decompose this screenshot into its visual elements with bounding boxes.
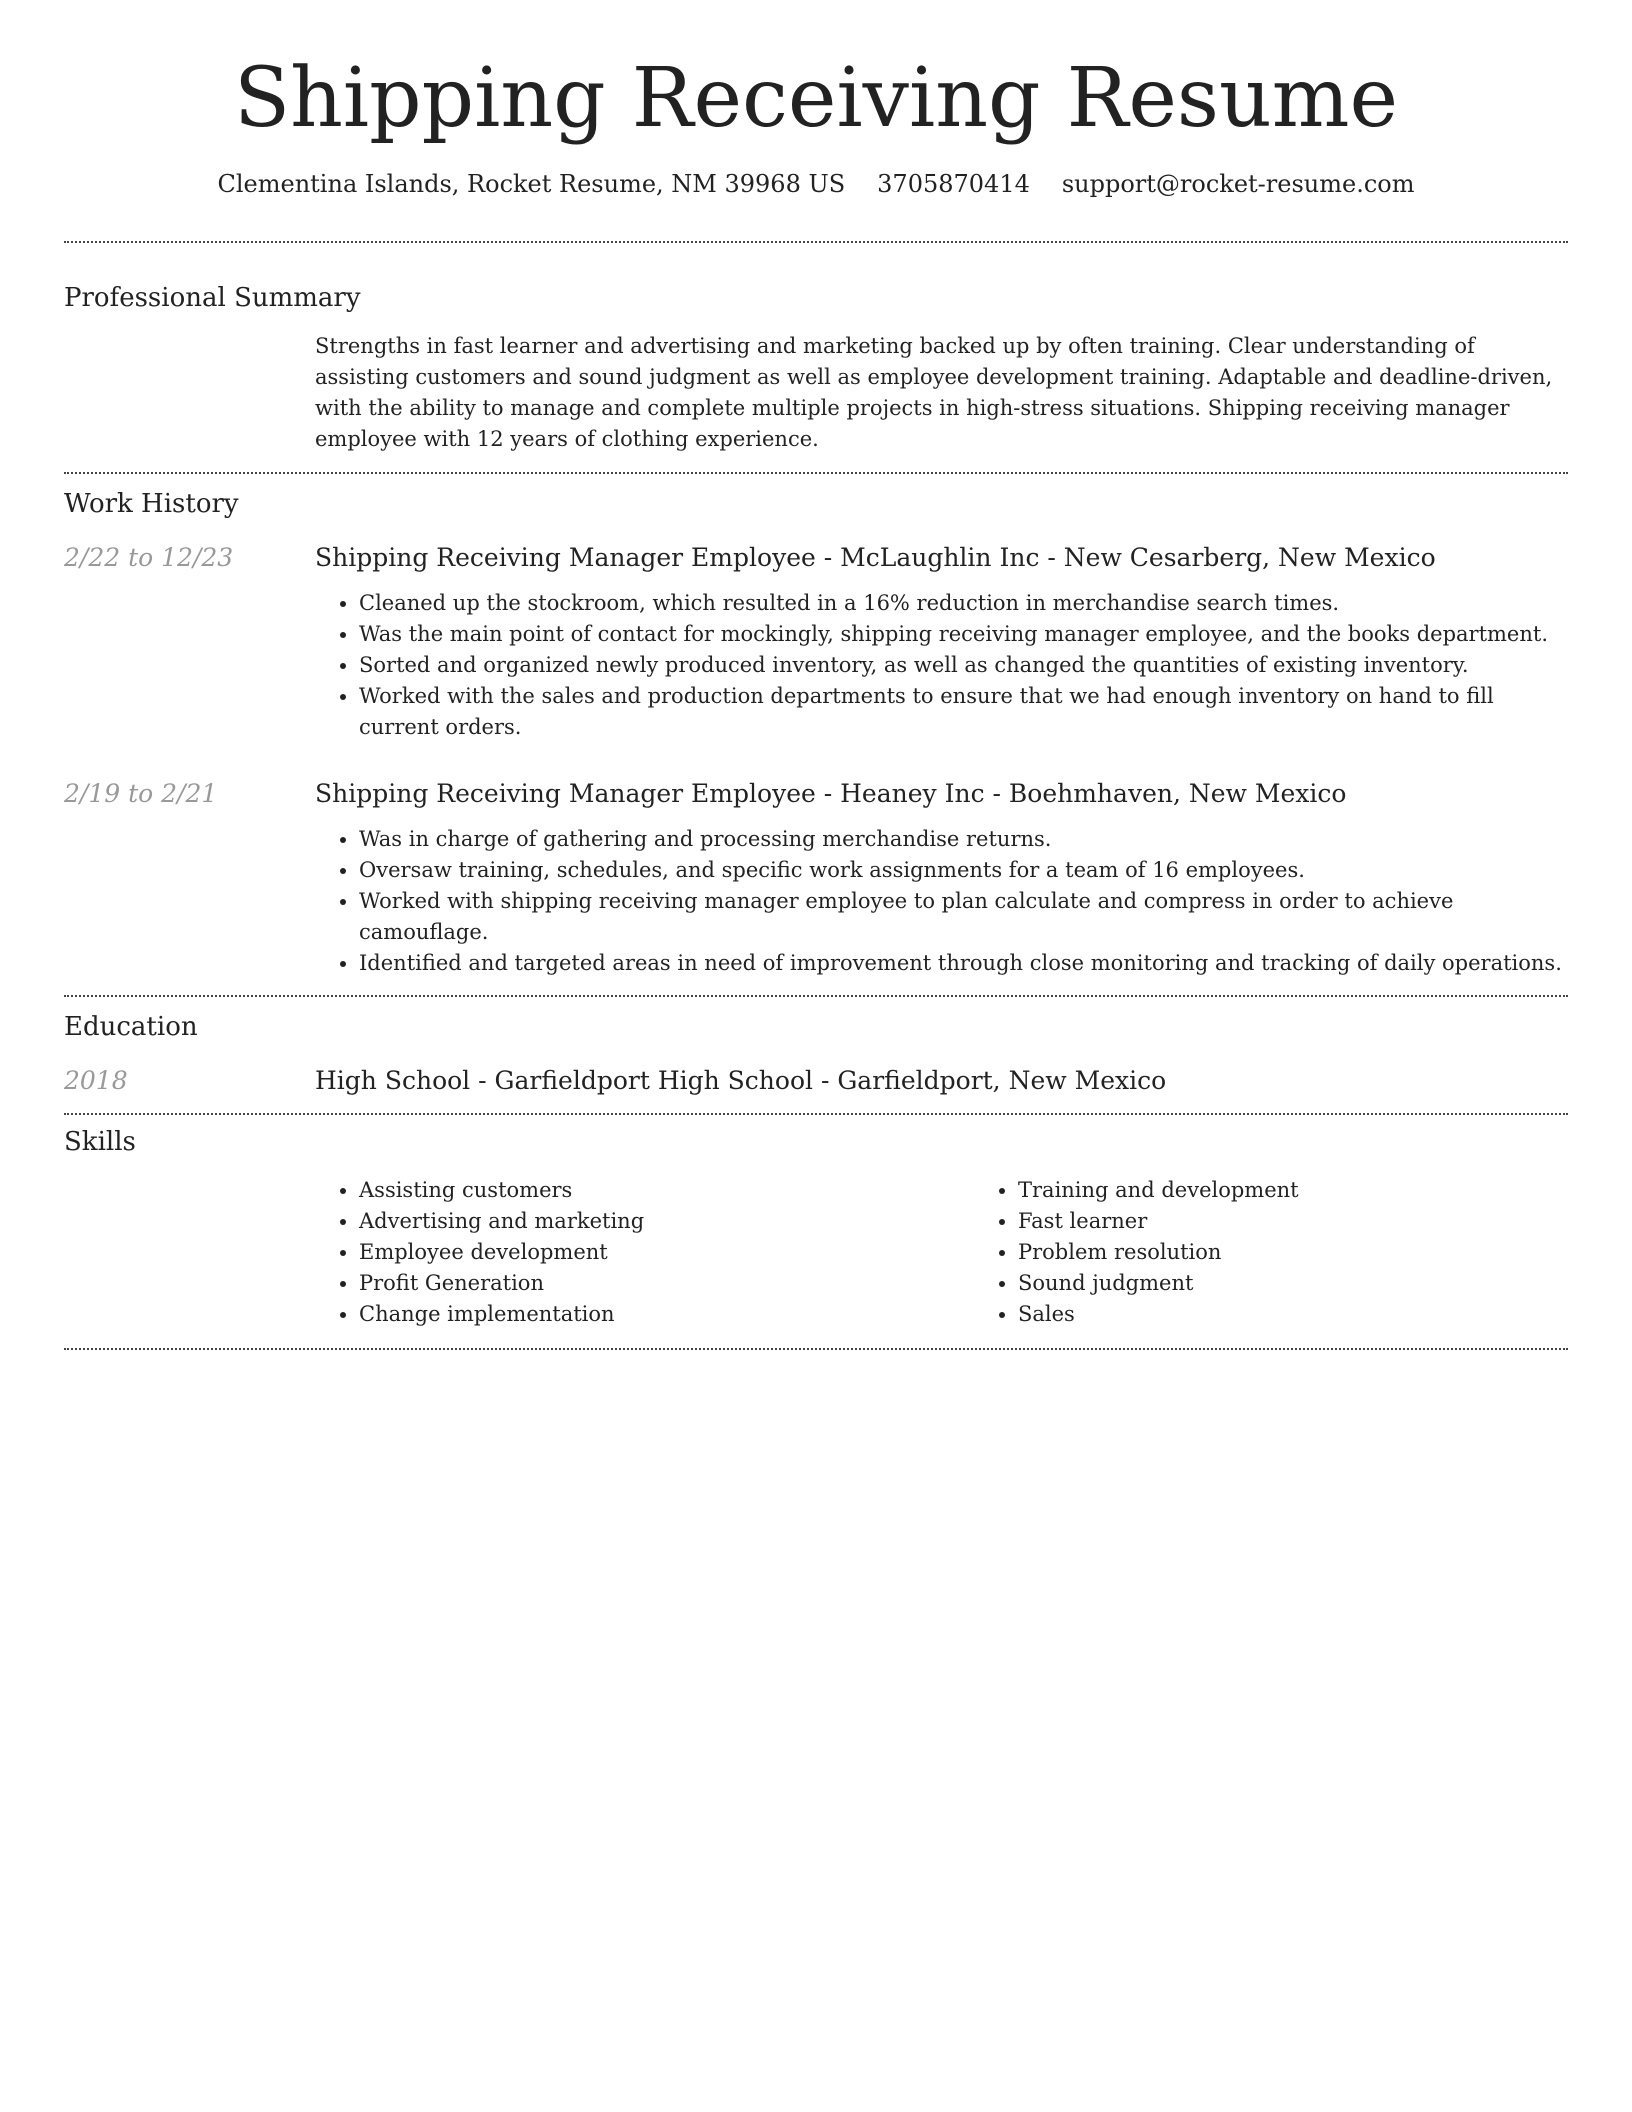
list-item: • Fast learner [1018, 1206, 1632, 1237]
job-bullets [315, 824, 1568, 979]
divider [64, 1113, 1568, 1115]
list-item: • Identified and targeted areas in need of improvement through close monitoring and tracking of daily operations. [359, 948, 1568, 979]
list-item: • Advertising and marketing [359, 1206, 974, 1237]
list-item: • Training and development [1018, 1175, 1632, 1206]
resume-title: Shipping Receiving Resume [233, 51, 1399, 146]
summary-row [64, 331, 1568, 455]
contact-phone: 3705870414 [877, 170, 1030, 198]
contact-email: support@rocket-resume.com [1061, 170, 1415, 198]
list-item: • Oversaw training, schedules, and specific work assignments for a team of 16 employees. [359, 855, 1568, 886]
job-heading [315, 543, 1568, 572]
list-item: • Worked with shipping receiving manager employee to plan calculate and compress in order to achieve camouflage. [359, 886, 1568, 948]
list-item: • Sorted and organized newly produced inventory, as well as changed the quantities of existing inventory. [359, 650, 1568, 681]
skills-grid [315, 1175, 1632, 1330]
divider [64, 995, 1568, 997]
section-title-work: Work History [64, 489, 239, 519]
divider [64, 472, 1568, 474]
list-item: • Change implementation [359, 1299, 974, 1330]
list-item: • Was the main point of contact for mockingly, shipping receiving manager employee, and the books department. [359, 619, 1568, 650]
section-title-education: Education [64, 1012, 198, 1042]
skills-list-right [974, 1175, 1632, 1330]
job-bullets [315, 588, 1568, 743]
job-role: Shipping Receiving Manager Employee [315, 779, 816, 808]
list-item: • Employee development [359, 1237, 974, 1268]
job-heading [315, 779, 1568, 808]
job-details: - McLaughlin Inc - New Cesarberg, New Mexico [815, 543, 1436, 572]
list-item: • Problem resolution [1018, 1237, 1632, 1268]
list-item: • Profit Generation [359, 1268, 974, 1299]
education-entry [64, 1066, 1568, 1095]
list-item: • Assisting customers [359, 1175, 974, 1206]
list-item: • Worked with the sales and production departments to ensure that we had enough inventory on hand to fill current orders. [359, 681, 1568, 743]
divider [64, 1348, 1568, 1350]
contact-address: Clementina Islands, Rocket Resume, NM 39968 US [217, 170, 846, 198]
job-dates: 2/19 to 2/21 [64, 779, 218, 808]
education-heading [315, 1066, 1568, 1095]
education-details: - Garfieldport High School - Garfieldport, New Mexico [470, 1066, 1167, 1095]
skills-row [64, 1175, 1568, 1330]
list-item: • Was in charge of gathering and processing merchandise returns. [359, 824, 1568, 855]
list-item: • Cleaned up the stockroom, which resulted in a 16% reduction in merchandise search times. [359, 588, 1568, 619]
job-details: - Heaney Inc - Boehmhaven, New Mexico [815, 779, 1347, 808]
summary-text: Strengths in fast learner and advertising and marketing backed up by often training. Clear understanding of assisting customers and sound judgment as well as employee development training. Adaptable and deadline-driven, with the ability to manage and complete multiple projects in high-stress situations. Shipping receiving manager employee with 12 years of clothing experience. [315, 334, 1553, 451]
list-item: • Sound judgment [1018, 1268, 1632, 1299]
education-year: 2018 [64, 1066, 128, 1095]
job-entry [64, 779, 1568, 979]
list-item: • Sales [1018, 1299, 1632, 1330]
job-role: Shipping Receiving Manager Employee [315, 543, 816, 572]
job-dates: 2/22 to 12/23 [64, 543, 234, 572]
education-degree: High School [315, 1066, 471, 1095]
skills-list-left [315, 1175, 974, 1330]
contact-line [64, 170, 1568, 198]
divider [64, 241, 1568, 243]
job-entry [64, 543, 1568, 743]
section-title-summary: Professional Summary [64, 283, 361, 313]
section-title-skills: Skills [64, 1127, 136, 1157]
